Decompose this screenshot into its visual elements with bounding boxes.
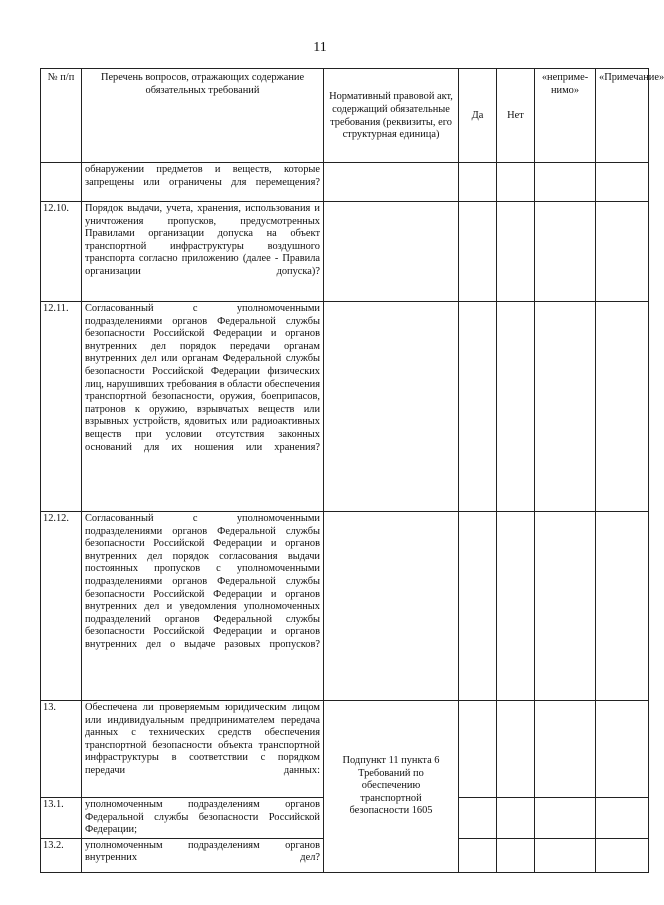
table-header-row xyxy=(41,69,649,163)
header-not-applicable: «неприме-нимо» xyxy=(535,69,596,163)
row-question: Порядок выдачи, учета, хранения, использования и уничтожения пропусков, предусмотренных Правилами организации допуска на объект транспортной инфраструктуры воздушного транспорта согласно приложению (далее - Правила организации допуска)? xyxy=(82,202,324,302)
yes-cell[interactable] xyxy=(459,512,497,701)
no-cell[interactable] xyxy=(497,838,535,872)
not-applicable-cell[interactable] xyxy=(535,798,596,839)
header-no: Нет xyxy=(497,69,535,163)
table-row xyxy=(41,163,649,202)
note-cell[interactable] xyxy=(596,202,649,302)
row-number xyxy=(41,163,82,202)
note-cell[interactable] xyxy=(596,302,649,512)
yes-cell[interactable] xyxy=(459,202,497,302)
page-number: 11 xyxy=(313,40,327,55)
not-applicable-cell[interactable] xyxy=(535,163,596,202)
act-reference-cell: Подпункт 11 пункта 6 Требований по обеспечению транспортной безопасности 1605 xyxy=(324,701,459,873)
note-cell[interactable] xyxy=(596,798,649,839)
yes-cell[interactable] xyxy=(459,701,497,798)
row-question: обнаружении предметов и веществ, которые запрещены или ограничены для перемещения? xyxy=(82,163,324,202)
no-cell[interactable] xyxy=(497,302,535,512)
note-cell[interactable] xyxy=(596,838,649,872)
header-question: Перечень вопросов, отражающих содержание обязательных требований xyxy=(82,69,324,163)
row-number: 12.12. xyxy=(41,512,82,701)
note-cell[interactable] xyxy=(596,163,649,202)
no-cell[interactable] xyxy=(497,202,535,302)
not-applicable-cell[interactable] xyxy=(535,512,596,701)
not-applicable-cell[interactable] xyxy=(535,202,596,302)
note-cell[interactable] xyxy=(596,512,649,701)
table-row xyxy=(41,202,649,302)
not-applicable-cell[interactable] xyxy=(535,701,596,798)
table-row xyxy=(41,701,649,798)
header-act: Нормативный правовой акт, содержащий обязательные требования (реквизиты, его структурная единица) xyxy=(324,69,459,163)
header-note: «Примечание» xyxy=(596,69,649,163)
no-cell[interactable] xyxy=(497,163,535,202)
act-cell xyxy=(324,302,459,512)
act-cell xyxy=(324,202,459,302)
row-question: уполномоченным подразделениям органов внутренних дел? xyxy=(82,838,324,872)
header-yes: Да xyxy=(459,69,497,163)
not-applicable-cell[interactable] xyxy=(535,838,596,872)
yes-cell[interactable] xyxy=(459,798,497,839)
row-question: Согласованный с уполномоченными подразделениями органов Федеральной службы безопасности Российской Федерации и органов внутренних дел порядок передачи органам внутренних дел или органам Федеральной службы безопасности Российской Федерации физических лиц, нарушивших требования в области обеспечения транспортной безопасности, оружия, боеприпасов, патронов к оружию, взрывчатых веществ или взрывных устройств, ядовитых или радиоактивных веществ при условии отсутствия законных оснований для их ношения или хранения? xyxy=(82,302,324,512)
row-number: 13.1. xyxy=(41,798,82,839)
not-applicable-cell[interactable] xyxy=(535,302,596,512)
yes-cell[interactable] xyxy=(459,838,497,872)
row-question: Согласованный с уполномоченными подразделениями органов Федеральной службы безопасности Российской Федерации и органов внутренних дел порядок согласования выдачи постоянных пропусков с уполномоченными подразделениями органов Федеральной службы безопасности Российской Федерации и органов внутренних дел и уведомления уполномоченных подразделений органов Федеральной службы безопасности Российской Федерации и органов внутренних дел о выдаче разовых пропусков? xyxy=(82,512,324,701)
yes-cell[interactable] xyxy=(459,302,497,512)
note-cell[interactable] xyxy=(596,701,649,798)
table-row xyxy=(41,512,649,701)
no-cell[interactable] xyxy=(497,798,535,839)
act-cell xyxy=(324,163,459,202)
row-question: Обеспечена ли проверяемым юридическим лицом или индивидуальным предпринимателем передача данных с технических средств обеспечения транспортной безопасности объекта транспортной инфраструктуры в соответствии с порядком передачи данных: xyxy=(82,701,324,798)
yes-cell[interactable] xyxy=(459,163,497,202)
no-cell[interactable] xyxy=(497,701,535,798)
no-cell[interactable] xyxy=(497,512,535,701)
row-number: 13.2. xyxy=(41,838,82,872)
table-row xyxy=(41,302,649,512)
row-question: уполномоченным подразделениям органов Федеральной службы безопасности Российской Федерации; xyxy=(82,798,324,839)
act-cell xyxy=(324,512,459,701)
row-number: 13. xyxy=(41,701,82,798)
requirements-table xyxy=(40,68,664,873)
row-number: 12.11. xyxy=(41,302,82,512)
row-number: 12.10. xyxy=(41,202,82,302)
header-num: № п/п xyxy=(41,69,82,163)
